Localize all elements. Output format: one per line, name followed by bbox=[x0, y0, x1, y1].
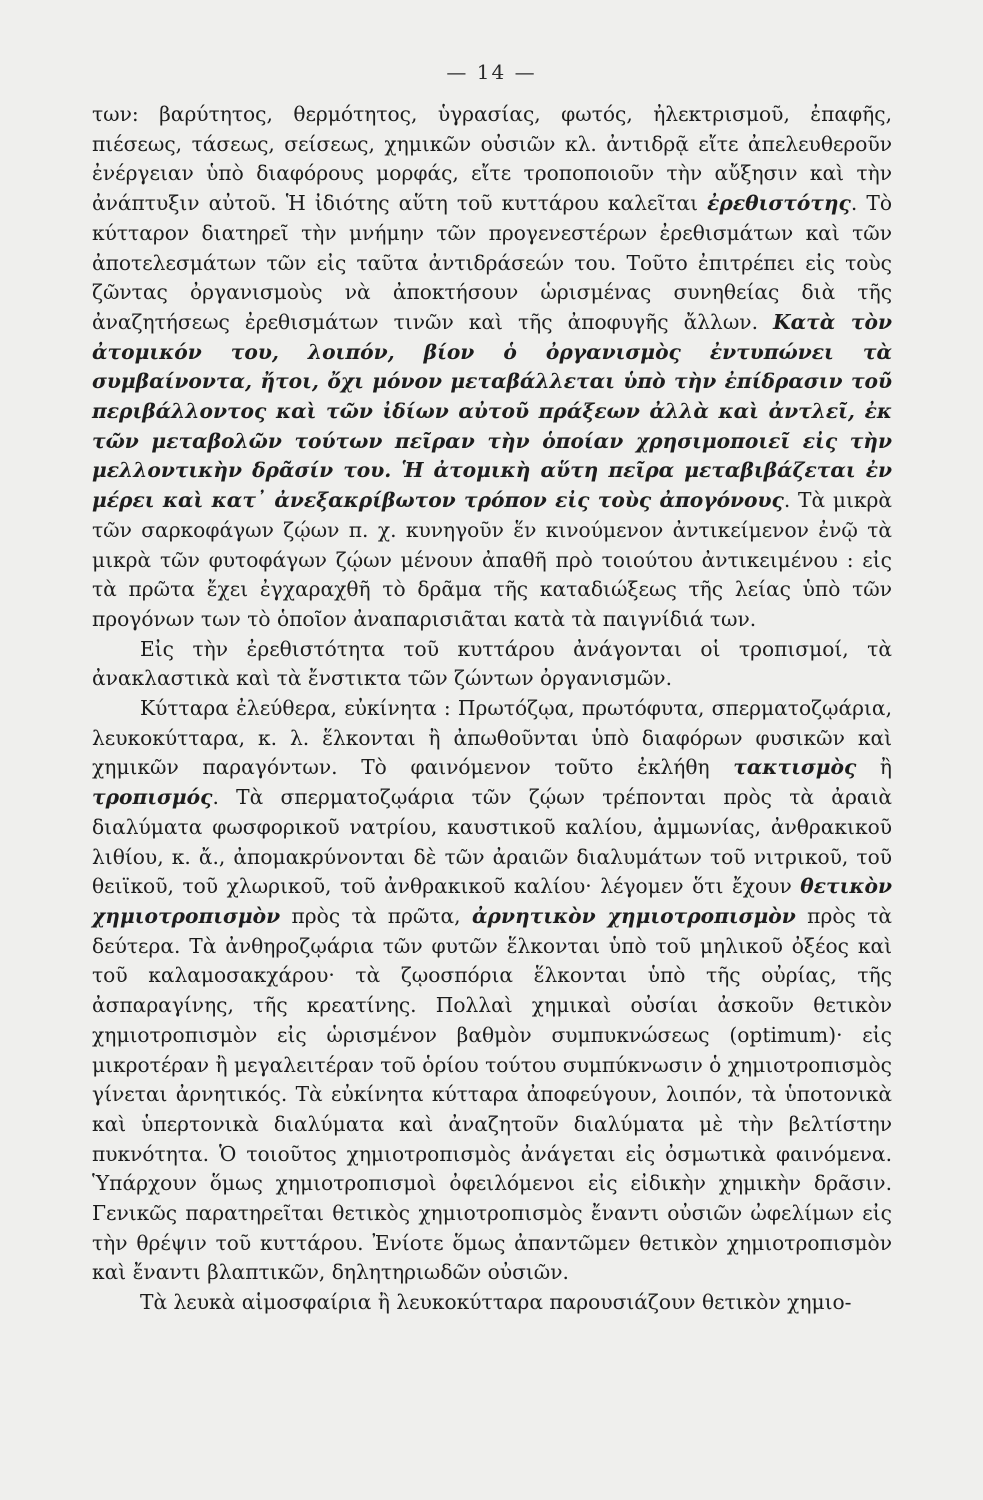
text-run: των: βαρύτητος, θερμότητος, ὑγρασίας, φωτός, ἠλεκτρισμοῦ, ἐπαφῆς, πιέσεως, τάσεως, σείσεως, χημικῶν οὐσιῶν κλ. ἀντιδρᾷ εἴτε ἀπελευθεροῦν ἐνέργειαν ὑπὸ διαφόρους μορφάς, εἴτε τροποποιοῦν τὴν αὔξησιν καὶ τὴν ἀνάπτυξιν αὐτοῦ. Ἡ ἰδιότης αὕτη τοῦ κυττάρου καλεῖται bbox=[92, 102, 892, 216]
emphasis-run: Κατὰ τὸν ἀτομικόν του, λοιπόν, βίον ὁ ὀργανισμὸς ἐντυπώνει τὰ συμβαίνοντα, ἤτοι, ὄχι μόνον μεταβάλλεται ὑπὸ τὴν ἐπίδρασιν τοῦ περιβάλλοντος καὶ τῶν ἰδίων αὐτοῦ πράξεων ἀλλὰ καὶ ἀντλεῖ, ἐκ τῶν μεταβολῶν τούτων πεῖραν τὴν ὁποίαν χρησιμοποιεῖ εἰς τὴν μελλοντικὴν δρᾶσίν του. Ἡ ἀτομικὴ αὕτη πεῖρα μεταβιβάζεται ἐν μέρει καὶ κατ᾽ ἀνεξακρίβωτον τρόπον εἰς τοὺς ἀπογόνους bbox=[92, 309, 892, 513]
text-run: . Τὰ σπερματοζῳάρια τῶν ζῴων τρέπονται πρὸς τὰ ἀραιὰ διαλύματα φωσφορικοῦ νατρίου, καυστικοῦ καλίου, ἀμμωνίας, ἀνθρακικοῦ λιθίου, κ. ἄ., ἀπομακρύνονται δὲ τῶν ἀραιῶν διαλυμάτων τοῦ νιτρικοῦ, τοῦ θειϊκοῦ, τοῦ χλωρικοῦ, τοῦ ἀνθρακικοῦ καλίου· λέγομεν ὅτι ἔχουν bbox=[92, 785, 892, 899]
text-run: πρὸς τὰ πρῶτα, bbox=[280, 903, 473, 928]
text-run: πρὸς τὰ δεύτερα. Τὰ ἀνθηροζῳάρια τῶν φυτῶν ἕλκονται ὑπὸ τοῦ μηλικοῦ ὀξέος καὶ τοῦ καλαμοσακχάρου· τὰ ζῳοσπόρια ἕλκονται ὑπὸ τῆς οὐρίας, τῆς ἀσπαραγίνης, τῆς κρεατίνης. Πολλαὶ χημικαὶ οὐσίαι ἀσκοῦν θετικὸν χημιοτροπισμὸν εἰς ὡρισμένον βαθμὸν συμπυκνώσεως (optimum)· εἰς μικροτέραν ἢ μεγαλειτέραν τοῦ ὁρίου τούτου συμπύκνωσιν ὁ χημιοτροπισμὸς γίνεται ἀρνητικός. Τὰ εὐκίνητα κύτταρα ἀποφεύγουν, λοιπόν, τὰ ὑποτονικὰ καὶ ὑπερτονικὰ διαλύματα καὶ ἀναζητοῦν διαλύματα μὲ τὴν βελτίστην πυκνότητα. Ὁ τοιοῦτος χημιοτροπισμὸς ἀνάγεται εἰς ὀσμωτικὰ φαινόμενα. Ὑπάρχουν ὅμως χημιοτροπισμοὶ ὀφειλόμενοι εἰς εἰδικὴν χημικὴν δρᾶσιν. Γενικῶς παρατηρεῖται θετικὸς χημιοτροπισμὸς ἔναντι οὐσιῶν ὠφελίμων εἰς τὴν θρέψιν τοῦ κυττάρου. Ἐνίοτε ὅμως ἀπαντῶμεν θετικὸν χημιοτροπισμὸν καὶ ἔναντι βλαπτικῶν, δηλητηριωδῶν οὐσιῶν. bbox=[92, 903, 892, 1285]
text-run: ἢ bbox=[856, 755, 893, 780]
body-text bbox=[92, 100, 892, 1318]
emphasis-run: ἐρεθιστότης bbox=[707, 191, 851, 216]
text-run: . Τὰ μικρὰ τῶν σαρκοφάγων ζῴων π. χ. κυνηγοῦν ἕν κινούμενον ἀντικείμενον ἐνῷ τὰ μικρὰ τῶν φυτοφάγων ζῴων μένουν ἀπαθῆ πρὸ τοιούτου ἀντικειμένου : εἰς τὰ πρῶτα ἔχει ἐγχαραχθῆ τὸ δρᾶμα τῆς καταδιώξεως τῆς λείας ὑπὸ τῶν προγόνων των τὸ ὁποῖον ἀναπαρισιᾶται κατὰ τὰ παιγνίδιά των. bbox=[92, 488, 892, 631]
text-run: . Τὸ κύτταρον διατηρεῖ τὴν μνήμην τῶν προγενεστέρων ἐρεθισμάτων καὶ τῶν ἀποτελεσμάτων τῶν εἰς ταῦτα ἀντιδράσεών του. Τοῦτο ἐπιτρέπει εἰς τοὺς ζῶντας ὀργανισμοὺς νὰ ἀποκτήσουν ὡρισμένας συνηθείας διὰ τῆς ἀναζητήσεως ἐρεθισμάτων τινῶν καὶ τῆς ἀποφυγῆς ἄλλων. bbox=[92, 191, 893, 334]
emphasis-run: τακτισμὸς bbox=[733, 755, 857, 780]
text-run: Εἰς τὴν ἐρεθιστότητα τοῦ κυττάρου ἀνάγονται οἱ τροπισμοί, τὰ ἀνακλαστικὰ καὶ τὰ ἔνστικτα τῶν ζώντων ὀργανισμῶν. bbox=[92, 636, 892, 691]
emphasis-run: θετικὸν χημιοτροπισμὸν bbox=[92, 874, 892, 928]
paragraph bbox=[92, 1288, 892, 1318]
paragraph bbox=[92, 635, 892, 694]
emphasis-run: τροπισμός bbox=[92, 785, 213, 810]
text-run: Κύτταρα ἐλεύθερα, εὐκίνητα : Πρωτόζῳα, πρωτόφυτα, σπερματοζῳάρια, λευκοκύτταρα, κ. λ. ἕλκονται ἢ ἀπωθοῦνται ὑπὸ διαφόρων φυσικῶν καὶ χημικῶν παραγόντων. Τὸ φαινόμενον τοῦτο ἐκλήθη bbox=[92, 696, 892, 780]
emphasis-run: ἀρνητικὸν χημιοτροπισμὸν bbox=[472, 903, 796, 928]
page-number: — 14 — bbox=[446, 60, 537, 84]
paragraph bbox=[92, 100, 892, 635]
paragraph bbox=[92, 694, 892, 1288]
text-run: Τὰ λευκὰ αἱμοσφαίρια ἢ λευκοκύτταρα παρουσιάζουν θετικὸν χημιο- bbox=[140, 1290, 852, 1315]
